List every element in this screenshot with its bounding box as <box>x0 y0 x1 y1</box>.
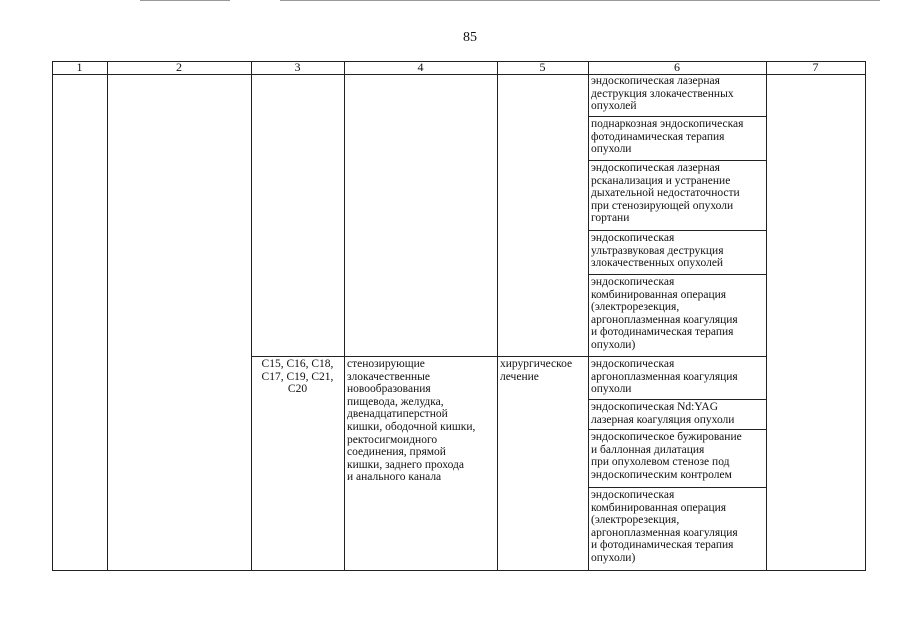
diagnosis-cell: стенозирующие злокачественные новообразования пищевода, желудка, двенадцатиперстной кишки, ободочной кишки, ректосигмоидного соединения, прямой кишки, заднего прохода и анального канала <box>347 358 476 484</box>
table-border <box>344 61 345 571</box>
method-cell: эндоскопическая лазерная рсканализация и устранение дыхательной недостаточности при стенозирующей опухоли гортани <box>591 162 740 225</box>
column-header: 5 <box>539 60 546 74</box>
table-border <box>107 61 108 571</box>
column-header: 4 <box>417 60 424 74</box>
table-border <box>588 116 766 117</box>
scan-top-line <box>280 0 880 1</box>
table-border <box>52 570 866 571</box>
table-border <box>588 160 766 161</box>
table-border <box>588 230 766 231</box>
table-border <box>588 61 589 571</box>
column-header: 7 <box>812 60 819 74</box>
table-border <box>52 61 53 571</box>
table-border <box>588 274 766 275</box>
method-cell: эндоскопическая Nd:YAG лазерная коагуляция опухоли <box>591 401 735 426</box>
scan-top-line <box>140 0 230 1</box>
column-header: 1 <box>76 60 83 74</box>
table-border <box>251 61 252 571</box>
column-header: 3 <box>294 60 301 74</box>
icd-codes-cell: C15, C16, C18, C17, C19, C21, C20 <box>261 358 334 396</box>
table-border <box>865 61 866 571</box>
method-cell: поднаркозная эндоскопическая фотодинамическая терапия опухоли <box>591 118 744 156</box>
method-cell: эндоскопическая комбинированная операция (электрорезекция, аргоноплазменная коагуляция и фотодинамическая терапия опухоли) <box>591 489 738 564</box>
table-border <box>766 61 767 571</box>
column-header: 2 <box>176 60 182 74</box>
table-border <box>588 399 766 400</box>
column-header: 6 <box>674 60 680 74</box>
treatment-type-cell: хирургическое лечение <box>500 358 573 383</box>
table-border <box>497 61 498 571</box>
method-cell: эндоскопическая комбинированная операция (электрорезекция, аргоноплазменная коагуляция и фотодинамическая терапия опухоли) <box>591 276 738 351</box>
table-border <box>251 356 766 357</box>
method-cell: эндоскопическая ультразвуковая деструкция злокачественных опухолей <box>591 232 724 270</box>
method-cell: эндоскопическое бужирование и баллонная дилатация при опухолевом стенозе под эндоскопическим контролем <box>591 431 742 481</box>
table-border <box>588 487 766 488</box>
page-number: 85 <box>463 30 477 45</box>
method-cell: эндоскопическая лазерная деструкция злокачественных опухолей <box>591 75 734 113</box>
method-cell: эндоскопическая аргоноплазменная коагуляция опухоли <box>591 358 738 396</box>
table-border <box>588 429 766 430</box>
